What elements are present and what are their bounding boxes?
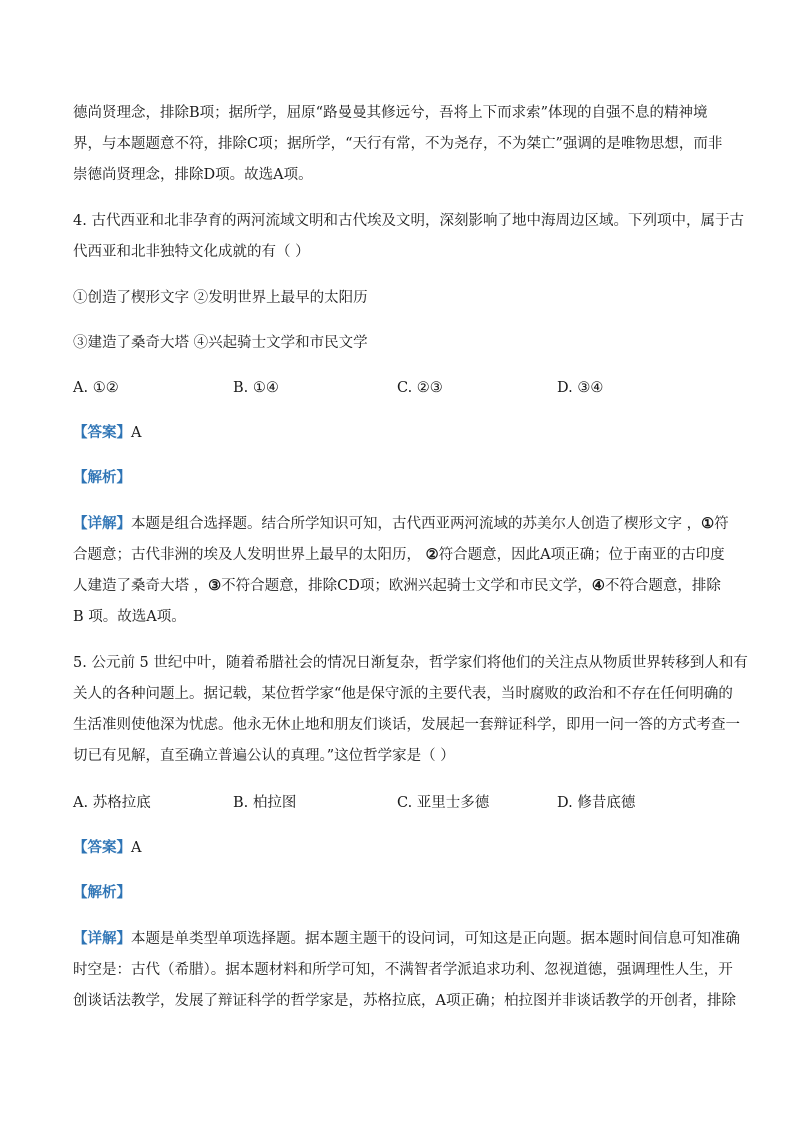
q4-stem-line-1: 4. 古代西亚和北非孕育的两河流域文明和古代埃及文明，深刻影响了地中海周边区域。下列项中，属于古	[73, 213, 744, 229]
q4-answer-value: A	[131, 425, 142, 441]
q4-stem-line-2: 代西亚和北非独特文化成就的有（ ）	[73, 244, 310, 260]
q5-stem-line-2: 关人的各种问题上。据记载，某位哲学家“他是保守派的主要代表，当时腐败的政治和不存在任何明确的	[73, 686, 733, 702]
prev-explanation-line-3: 崇德尚贤理念，排除D项。故选A项。	[73, 167, 313, 183]
q4-option-b: B. ①④	[233, 380, 279, 396]
q4-detail-text-1a: 本题是组合选择题。结合所学知识可知，古代西亚两河流域的苏美尔人创造了楔形文字 ，	[131, 516, 702, 532]
q4-detail-mark-3: ③	[208, 577, 222, 594]
q4-option-c: C. ②③	[397, 380, 443, 396]
q4-items-row-2: ③建造了桑奇大塔 ④兴起骑士文学和市民文学	[73, 335, 368, 351]
q4-analysis-label: 【解析】	[73, 469, 131, 486]
q4-detail-text-3b: 不符合题意，排除CD项；欧洲兴起骑士文学和市民文学，	[221, 578, 592, 594]
prev-explanation-line-2: 界，与本题题意不符，排除C项；据所学，“天行有常，不为尧存，不为桀亡”强调的是唯物思想，而非	[73, 136, 723, 152]
q4-option-a: A. ①②	[73, 380, 119, 396]
q5-detail-tag: 【详解】	[73, 930, 131, 947]
q5-stem-line-3: 生活准则使他深为忧虑。他永无休止地和朋友们谈话，发展起一套辩证科学，即用一问一答的方式考查一	[73, 717, 740, 733]
q4-items-row-1: ①创造了楔形文字 ②发明世界上最早的太阳历	[73, 290, 368, 306]
q4-detail-tag: 【详解】	[73, 515, 131, 532]
q5-option-d: D. 修昔底德	[557, 795, 636, 811]
q5-stem-line-4: 切已有见解，直至确立普遍公认的真理。”这位哲学家是（ ）	[73, 748, 455, 764]
q5-answer-tag: 【答案】	[73, 839, 131, 856]
q4-detail-text-1b: 符	[714, 516, 729, 532]
q5-detail-line-1	[73, 929, 740, 949]
q5-detail-line-3: 创谈话法教学，发展了辩证科学的哲学家是，苏格拉底，A项正确；柏拉图并非谈话教学的开创者，排除	[73, 993, 736, 1009]
q5-answer-value: A	[131, 840, 142, 856]
q5-detail-text-1: 本题是单类型单项选择题。据本题主题干的设问词，可知这是正向题。据本题时间信息可知准确	[131, 931, 740, 947]
q5-detail-line-2: 时空是：古代（希腊）。据本题材料和所学可知，不满智者学派追求功利、忽视道德，强调理性人生，开	[73, 962, 733, 978]
q4-detail-line-2	[73, 545, 725, 565]
q5-option-a: A. 苏格拉底	[73, 795, 151, 811]
q4-detail-text-2b: 符合题意，因此A项正确；位于南亚的古印度	[438, 547, 725, 563]
q4-detail-line-3	[73, 576, 721, 596]
q5-analysis-label: 【解析】	[73, 884, 131, 901]
q4-answer-tag: 【答案】	[73, 424, 131, 441]
q4-detail-text-3a: 人建造了桑奇大塔 ，	[73, 578, 209, 594]
q4-answer	[73, 423, 141, 443]
q5-stem-line-1: 5. 公元前 5 世纪中叶，随着希腊社会的情况日渐复杂，哲学家们将他们的关注点从物质世界转移到人和有	[73, 655, 748, 671]
q5-option-b: B. 柏拉图	[233, 795, 297, 811]
q4-detail-mark-4: ④	[591, 577, 605, 594]
q4-detail-text-2a: 合题意；古代非洲的埃及人发明世界上最早的太阳历，	[73, 547, 426, 563]
prev-explanation-line-1: 德尚贤理念，排除B项；据所学，屈原“路曼曼其修远兮，吾将上下而求索”体现的自强不息的精神境	[73, 105, 708, 121]
q5-analysis-tag	[73, 883, 131, 903]
q4-detail-mark-1: ①	[701, 515, 715, 532]
q4-detail-text-3c: 不符合题意，排除	[604, 578, 721, 594]
q4-detail-mark-2: ②	[425, 546, 439, 563]
q5-option-c: C. 亚里士多德	[397, 795, 490, 811]
q5-answer	[73, 838, 141, 858]
q4-option-d: D. ③④	[557, 380, 604, 396]
q4-detail-line-1	[73, 514, 729, 534]
q4-analysis-tag	[73, 468, 131, 488]
q4-detail-line-4: B 项。故选A项。	[73, 609, 186, 625]
